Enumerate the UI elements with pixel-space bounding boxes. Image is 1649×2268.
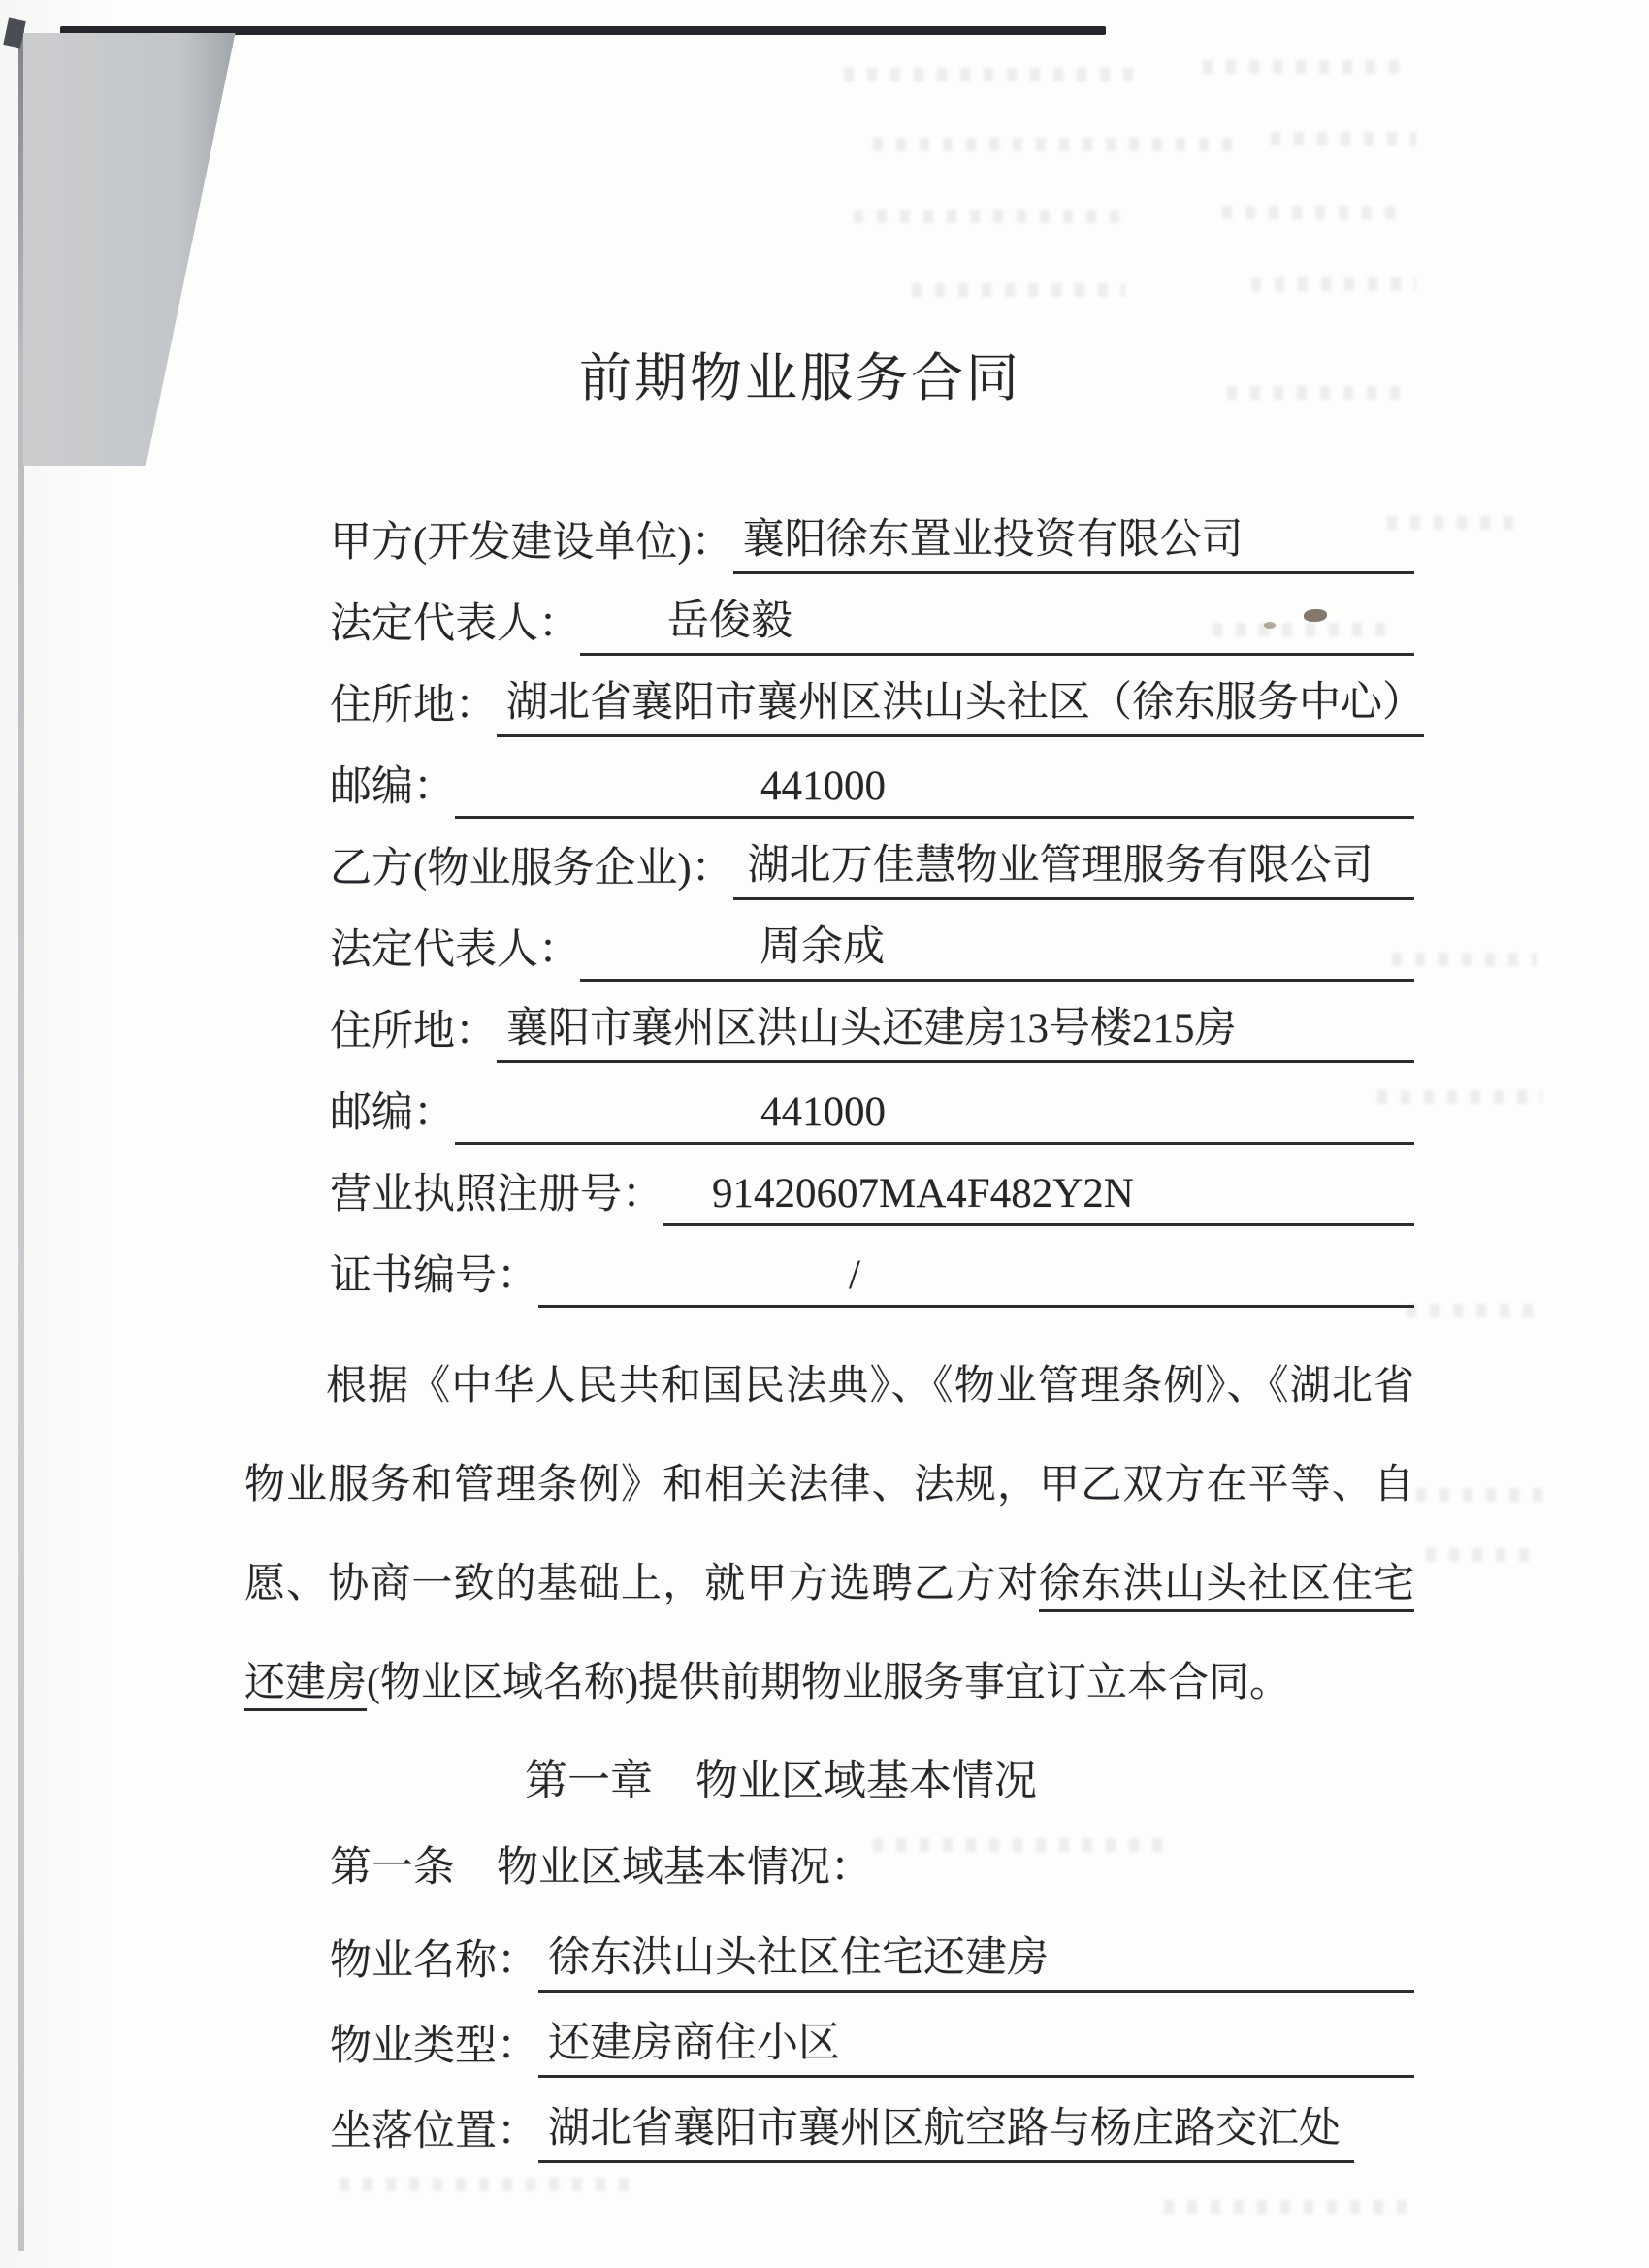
field-label: 物业类型： — [330, 2024, 538, 2069]
intro-text-segment: 愿、协商一致的基础上，就甲方选聘乙方对 — [244, 1562, 1040, 1606]
field-row-property-name — [330, 1907, 1414, 1993]
field-label: 营业执照注册号： — [330, 1172, 663, 1217]
field-value-underlined: 441000 — [455, 1088, 1414, 1145]
bleedthrough-mark — [1406, 1304, 1533, 1317]
document-title: 前期物业服务合同 — [579, 349, 1021, 407]
article-heading: 第一条 物业区域基本情况： — [330, 1845, 872, 1891]
scan-shadow-wedge — [23, 33, 246, 466]
field-value-underlined: 襄阳市襄州区洪山头还建房13号楼215房 — [497, 995, 1414, 1063]
intro-line — [244, 1436, 1414, 1535]
field-value-underlined: 湖北万佳慧物业管理服务有限公司 — [733, 832, 1414, 900]
field-value-underlined: / — [538, 1251, 1414, 1308]
field-value-underlined: 岳俊毅 — [580, 588, 1414, 656]
field-label: 坐落位置： — [330, 2109, 538, 2155]
field-label: 住所地： — [330, 1009, 497, 1054]
field-value-underlined: 徐东洪山头社区住宅还建房 — [538, 1925, 1414, 1993]
intro-line — [244, 1634, 1414, 1733]
property-info-fields — [244, 1907, 1414, 2163]
field-label: 住所地： — [330, 683, 497, 729]
field-row-postcode-a — [330, 737, 1414, 819]
bleedthrough-mark — [1164, 2200, 1406, 2214]
field-label: 乙方(物业服务企业)： — [330, 846, 733, 891]
field-label: 邮编： — [330, 764, 455, 810]
field-row-property-type — [330, 1993, 1414, 2078]
field-value-underlined: 还建房商住小区 — [538, 2010, 1414, 2078]
field-row-party-b — [330, 819, 1414, 900]
field-label: 法定代表人： — [330, 601, 580, 647]
field-row-business-license — [330, 1145, 1414, 1226]
field-label: 甲方(开发建设单位)： — [330, 520, 733, 566]
field-row-legal-rep-a — [330, 574, 1414, 656]
bleedthrough-mark — [340, 2178, 630, 2191]
bleedthrough-mark — [1426, 1548, 1542, 1562]
field-row-address-b — [330, 982, 1414, 1063]
field-row-property-location — [330, 2078, 1414, 2163]
intro-line — [244, 1535, 1414, 1634]
intro-underlined-segment: 徐东洪山头社区住宅 — [1039, 1562, 1414, 1612]
field-value-underlined: 襄阳徐东置业投资有限公司 — [733, 506, 1414, 574]
field-row-certificate-number — [330, 1226, 1414, 1308]
contract-header-fields — [244, 493, 1424, 1308]
contract-content — [244, 0, 1424, 2163]
field-value-underlined: 周余成 — [580, 914, 1414, 982]
intro-line — [244, 1337, 1414, 1436]
intro-text-segment: (物业区域名称)提供前期物业服务事宜订立本合同。 — [367, 1661, 1290, 1705]
chapter-heading: 第一章 物业区域基本情况 — [525, 1757, 1037, 1804]
field-value-underlined: 91420607MA4F482Y2N — [663, 1170, 1414, 1226]
field-label: 法定代表人： — [330, 927, 580, 973]
field-label: 物业名称： — [330, 1938, 538, 1984]
bleedthrough-mark — [1416, 1488, 1552, 1502]
intro-text-segment: 根据《中华人民共和国民法典》、《物业管理条例》、《湖北省 — [326, 1364, 1414, 1409]
field-value-underlined: 湖北省襄阳市襄州区洪山头社区（徐东服务中心） — [497, 669, 1424, 737]
intro-text-segment: 物业服务和管理条例》和相关法律、法规，甲乙双方在平等、自 — [244, 1463, 1414, 1507]
field-row-postcode-b — [330, 1063, 1414, 1145]
field-row-legal-rep-b — [330, 900, 1414, 982]
field-label: 证书编号： — [330, 1253, 538, 1299]
field-label: 邮编： — [330, 1090, 455, 1136]
field-row-address-a — [330, 656, 1424, 737]
intro-paragraph — [244, 1337, 1414, 1733]
field-value-underlined: 441000 — [455, 762, 1414, 819]
field-row-party-a — [330, 493, 1414, 574]
intro-underlined-segment: 还建房 — [244, 1661, 367, 1711]
field-value-underlined: 湖北省襄阳市襄州区航空路与杨庄路交汇处 — [538, 2095, 1354, 2163]
